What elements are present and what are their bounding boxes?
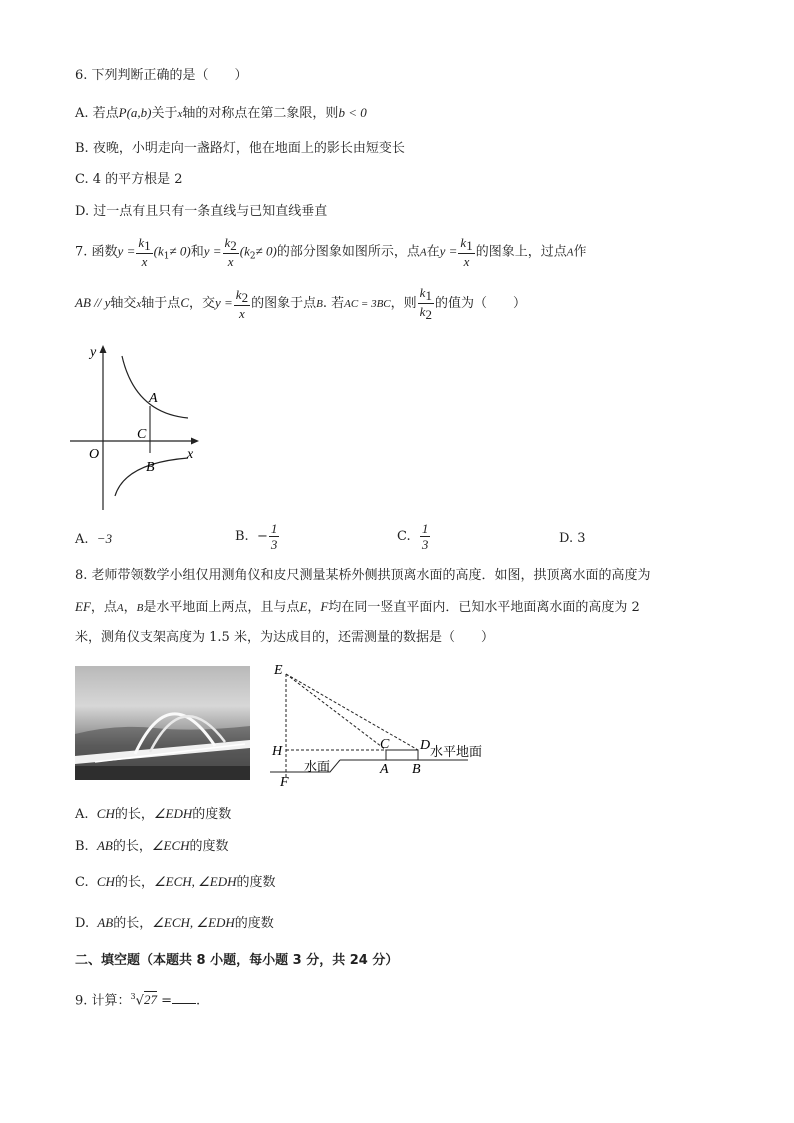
q8-opt-d-m1: AB (97, 915, 114, 930)
q7-k1-num-sub: 1 (425, 288, 432, 303)
q7-sub1-b: 1 (466, 238, 473, 253)
q8-opt-a-m1: CH (96, 806, 115, 821)
q7-y-eq-3: y = (439, 243, 458, 259)
q8-opt-c-label: C. (75, 875, 89, 890)
q8-opt-b-m2: ∠ECH (151, 838, 190, 853)
q7-label-a: A (149, 391, 158, 406)
q7-tail2: 的图象上，过点 (475, 244, 567, 260)
q9-root-index: 3 (130, 992, 136, 1001)
q8-opt-a-label: A. (75, 807, 89, 822)
q7-sub2: 2 (230, 238, 237, 253)
label-h: H (272, 744, 283, 759)
q6-stem: 6. 下列判断正确的是（ ） (75, 68, 248, 83)
q7-line-1 (75, 236, 586, 271)
q8-l2a: ，点 (90, 600, 117, 615)
label-a: A (380, 762, 389, 777)
q7-cond-sub1: 1 (163, 251, 170, 262)
bridge-photo (75, 666, 250, 780)
q7-option-c (397, 522, 431, 551)
q7-frac-k2-x-b (234, 288, 250, 320)
q8-opt-c-t1: 的长， (114, 875, 154, 890)
label-f: F (280, 775, 289, 790)
q7-opt-c-label: C. (397, 529, 411, 544)
bridge-photo-art (75, 666, 250, 780)
q7-label-x: x (187, 447, 194, 462)
q8-l2d: ， (307, 600, 321, 615)
q7-cond2-open: (k (239, 243, 250, 259)
q6-option-c: C. 4 的平方根是 2 (75, 172, 183, 187)
q7-opt-a-label: A. (75, 532, 89, 547)
q7-x-b: x (463, 254, 470, 269)
q7-x: x (141, 254, 148, 269)
q7-and: 和 (190, 244, 204, 260)
q8-opt-b-label: B. (75, 839, 89, 854)
q7-ze: ，则 (390, 296, 417, 311)
q7-k2-den-sub: 2 (425, 307, 432, 322)
q7-option-b (235, 522, 280, 551)
q7-ptA-2: A (566, 246, 574, 259)
q8-diagram (268, 660, 498, 790)
q7-ac: AC = 3BC (344, 298, 391, 310)
q6-a-point: P(a,b) (118, 105, 152, 120)
q7-cond-open: (k (153, 243, 164, 259)
q7-axis-text: 轴交 (110, 296, 137, 311)
q7-ptC: C (180, 295, 189, 310)
q7-ptA: A (419, 246, 427, 259)
q8-opt-d-t2: 的度数 (234, 916, 274, 931)
q8-opt-d-t1: 的长， (113, 916, 153, 931)
q8-opt-b-m1: AB (96, 838, 113, 853)
q7-y-eq-1: y = (117, 243, 136, 259)
q7-opt-b-den: 3 (270, 537, 278, 552)
q7-k2-b: k (235, 286, 242, 302)
q8-opt-d-m2: ∠ECH, ∠EDH (152, 915, 235, 930)
q7-x-arrow (191, 438, 199, 445)
q8-l2e: 均在同一竖直平面内．已知水平地面离水面的高度为 2 (328, 600, 640, 615)
label-ground: 水平地面 (430, 745, 483, 760)
q7-line-2 (75, 286, 526, 321)
q7-sub2-b: 2 (241, 289, 249, 305)
q9 (75, 987, 200, 1011)
q7-label-b: B (146, 460, 155, 475)
q7-y-arrow (100, 345, 107, 353)
q7-curve-k1 (122, 356, 188, 418)
q8-l2b: ， (123, 600, 137, 615)
ec-dashed (286, 674, 386, 750)
q7-ptB: B (316, 298, 323, 310)
q7-sub1: 1 (144, 238, 151, 253)
q7-label-y: y (90, 345, 97, 360)
label-b: B (412, 762, 421, 777)
q8-option-b (75, 836, 229, 857)
q6-option-d: D. 过一点有且只有一条直线与已知直线垂直 (75, 204, 328, 219)
q6-a-cond: b < 0 (338, 105, 367, 120)
q9-pre: 9. 计算： (75, 993, 131, 1009)
q8-opt-a-t1: 的长， (114, 807, 154, 822)
q8-opt-b-t1: 的长， (112, 839, 152, 854)
q7-label-c: C (137, 427, 147, 442)
q8-l2-F: F (320, 599, 329, 614)
q6-a-axis: x (177, 108, 183, 120)
q8-l2-E: E (299, 599, 308, 614)
label-water: 水面 (304, 760, 331, 775)
q9-radical-icon: √ (135, 993, 144, 1009)
q8-ef: EF (75, 599, 91, 614)
q7-on: 在 (426, 244, 440, 260)
q7-value: 的值为（ ） (434, 296, 526, 311)
q7-k: k (138, 235, 145, 250)
q7-axis-text2: 轴于点 (141, 296, 181, 311)
label-c: C (380, 737, 390, 752)
q7-frac-k2-x (223, 236, 239, 268)
q6-option-a (75, 103, 367, 124)
q7-opt-c-den: 3 (421, 537, 429, 552)
q7-opt-c-frac (420, 522, 431, 551)
q7-cond2-sub: 2 (249, 251, 256, 262)
q7-opt-b-sign: − (256, 529, 268, 544)
q6-a-pre: A. 若点 (75, 106, 119, 121)
q8-option-c (75, 872, 276, 893)
q8-l2c: 是水平地面上两点，且与点 (143, 600, 300, 615)
q7-y-eq-2: y = (203, 243, 222, 259)
q7-act: 作 (573, 244, 587, 260)
q9-radicand: 27 (143, 992, 157, 1008)
q7-option-a (75, 531, 112, 547)
q7-frac-k1-x-b (458, 236, 474, 268)
q6-option-b: B. 夜晚，小明走向一盏路灯，他在地面上的影长由短变长 (75, 141, 405, 156)
label-e: E (274, 663, 283, 678)
q7-cond2-close: ≠ 0) (255, 243, 277, 259)
q8-opt-a-m2: ∠EDH (153, 806, 193, 821)
q8-opt-c-t2: 的度数 (236, 875, 276, 890)
q7-x2: x (227, 254, 234, 269)
q6-a-mid: 关于 (151, 106, 178, 121)
q7-x2-b: x (239, 305, 245, 321)
q6-a-post: 轴的对称点在第二象限，则 (182, 106, 339, 121)
q7-opt-c-num: 1 (421, 521, 429, 536)
q8-l2-B: B (136, 602, 144, 614)
q7-opt-b-label: B. (235, 529, 249, 544)
q8-line-1: 8. 老师带领数学小组仅用测角仪和皮尺测量某桥外侧拱顶离水面的高度．如图，拱顶离水面的高度为 (75, 568, 651, 583)
q7-x-axis: x (136, 298, 142, 310)
q8-l2-A: A (116, 602, 124, 614)
q9-post: . (195, 993, 201, 1009)
q7-jiao: ，交 (188, 296, 215, 311)
q7-opt-a-val: −3 (96, 531, 113, 546)
q8-opt-c-m2: ∠ECH, ∠EDH (153, 874, 237, 889)
q7-ab: AB // y (75, 295, 111, 310)
section-2-title: 二、填空题（本题共 8 小题，每小题 3 分，共 24 分） (75, 953, 399, 968)
q8-line-3: 米，测角仪支架高度为 1.5 米，为达成目的，还需测量的数据是（ ） (75, 630, 494, 645)
q7-p1: 7. 函数 (75, 244, 118, 260)
q8-opt-b-t2: 的度数 (189, 839, 229, 854)
q7-k1-num: k (419, 285, 426, 300)
q7-frac-k1-x (136, 236, 152, 268)
q7-tail1: 的部分图象如图所示，点 (276, 244, 420, 260)
q7-k2-k: k (224, 235, 231, 250)
q7-opt-b-num: 1 (270, 521, 278, 536)
q7-opt-b-frac (269, 522, 280, 551)
q8-line-2 (75, 597, 640, 618)
q8-opt-c-m1: CH (96, 874, 115, 889)
q7-label-o: O (89, 447, 100, 462)
label-d: D (420, 738, 431, 753)
q8-opt-d-label: D. (75, 916, 90, 931)
q7-frac-k1-k2 (418, 286, 434, 321)
q7-cond-close: ≠ 0) (169, 243, 191, 259)
instrument-box (386, 750, 418, 760)
q7-k-b: k (460, 235, 467, 250)
q9-eq: = (156, 993, 172, 1009)
q7-ruo: . 若 (322, 296, 345, 311)
q7-y-eq-4: y = (215, 295, 233, 310)
q7-graph (65, 338, 205, 516)
q7-graph-of: 的图象于点 (251, 296, 317, 311)
q9-answer-blank[interactable] (172, 991, 196, 1004)
ed-dashed (286, 674, 418, 750)
q7-k2-den: k (419, 304, 426, 319)
q7-option-d: D. 3 (559, 531, 586, 546)
q8-option-d (75, 913, 274, 934)
q8-opt-a-t2: 的度数 (192, 807, 232, 822)
q8-option-a (75, 804, 231, 825)
